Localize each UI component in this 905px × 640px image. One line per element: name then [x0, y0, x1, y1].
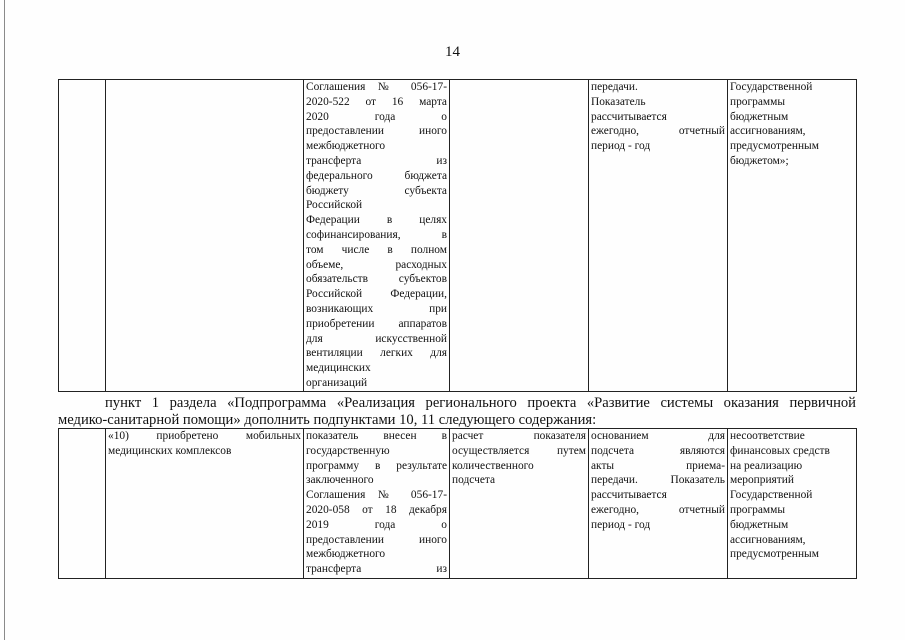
cell-text-line: организаций [306, 376, 368, 389]
cell-text-line: рассчитывается [591, 110, 667, 123]
cell-text-line: ассигнованиям, [730, 533, 806, 546]
cell-text-line: приобретении аппаратов [306, 317, 447, 330]
cell-text-line: межбюджетного [306, 140, 386, 153]
cell-text-line: Государственной [730, 81, 813, 93]
cell-text-line: возникающих при [306, 302, 447, 315]
page-edge-line [4, 0, 5, 640]
cell-text-line: том числе в полном [306, 243, 447, 256]
cell-text-line: несоответствие [730, 430, 805, 442]
amendment-paragraph [58, 395, 856, 429]
cell-text-line: «10) приобретено мобильных [108, 430, 301, 442]
cell-text-line: передачи. Показатель [591, 474, 725, 487]
cell-text-line: медицинских [306, 362, 371, 375]
cell-text-line: расчет показателя [452, 430, 586, 442]
cell-text-line: ежегодно, отчетный [591, 503, 725, 516]
paragraph-line: медико-санитарной помощи» дополнить подпунктами 10, 11 следующего содержания: [58, 412, 597, 428]
cell-text-line: рассчитывается [591, 489, 667, 502]
cell-text-line: софинансирования, в [306, 228, 447, 241]
cell-text-line: осуществляется путем [452, 444, 586, 457]
cell-text-line: финансовых средств [730, 444, 830, 457]
cell-text-line: Федерации в целях [306, 214, 447, 227]
cell-text-line: ассигнованиям, [730, 125, 806, 138]
cell-text-line: заключенного [306, 474, 374, 487]
cell-text-line: Государственной [730, 489, 813, 502]
cell-text-line: акты приема- [591, 459, 725, 472]
cell-text-line: программы [730, 95, 785, 108]
cell-number [59, 80, 106, 392]
cell-text-line: подсчета являются [591, 444, 725, 457]
cell-grounds [589, 429, 728, 579]
cell-text-line: межбюджетного [306, 548, 386, 561]
cell-text-line: медицинских комплексов [108, 444, 232, 457]
cell-text-line: 2020-522 от 16 марта [306, 95, 447, 108]
cell-risks [728, 80, 857, 392]
cell-text-line: вентиляции легких для [306, 347, 447, 360]
cell-text-line: Российской [306, 199, 363, 212]
cell-text-line: мероприятий [730, 474, 794, 487]
cell-text-line: Соглашения № 056-17- [306, 81, 447, 93]
cell-text-line: основанием для [591, 430, 725, 442]
table-row [59, 429, 857, 579]
cell-text-line: 2019 года о [306, 518, 447, 531]
cell-text-line: государственную [306, 444, 390, 457]
cell-number [59, 429, 106, 579]
cell-text-line: передачи. [591, 81, 638, 93]
cell-text-line: программу в результате [306, 459, 447, 472]
cell-text-line: обязательств субъектов [306, 273, 447, 286]
cell-text-line: Показатель [591, 95, 646, 108]
cell-text-line: объеме, расходных [306, 258, 447, 271]
cell-text-line: 2020-058 от 18 декабря [306, 503, 447, 516]
cell-text-line: для искусственной [306, 332, 447, 345]
cell-risks [728, 429, 857, 579]
cell-grounds [589, 80, 728, 392]
cell-text-line: показатель внесен в [306, 430, 447, 442]
table-row [59, 80, 857, 392]
cell-text-line: трансферта из [306, 563, 447, 576]
cell-text-line: 2020 года о [306, 110, 447, 123]
cell-text-line: бюджету субъекта [306, 184, 447, 197]
cell-text-line: подсчета [452, 474, 496, 487]
cell-text-line: Соглашения № 056-17- [306, 489, 447, 502]
cell-text-line: предусмотренным [730, 548, 819, 561]
table-continuation [58, 79, 857, 392]
cell-text-line: федерального бюджета [306, 169, 447, 182]
cell-method [450, 429, 589, 579]
cell-text-line: бюджетным [730, 110, 789, 123]
cell-text-line: трансферта из [306, 154, 447, 167]
cell-text-line: предусмотренным [730, 140, 819, 153]
paragraph-line: пункт 1 раздела «Подпрограмма «Реализация регионального проекта «Развитие системы оказания первичной [105, 395, 856, 411]
cell-text-line: бюджетом»; [730, 154, 789, 167]
cell-text-line: Российской Федерации, [306, 288, 447, 301]
cell-text-line: период - год [591, 140, 651, 153]
cell-text-line: период - год [591, 518, 651, 531]
cell-text-line: программы [730, 503, 785, 516]
cell-text-line: предоставлении иного [306, 125, 447, 138]
cell-method [450, 80, 589, 392]
table-new-items [58, 428, 857, 579]
cell-text-line: количественного [452, 459, 534, 472]
cell-basis [304, 429, 450, 579]
cell-basis [304, 80, 450, 392]
cell-indicator [106, 80, 304, 392]
cell-text-line: бюджетным [730, 518, 789, 531]
page-number: 14 [445, 44, 460, 60]
cell-text-line: ежегодно, отчетный [591, 125, 725, 138]
cell-indicator [106, 429, 304, 579]
cell-text-line: на реализацию [730, 459, 803, 472]
cell-text-line: предоставлении иного [306, 533, 447, 546]
